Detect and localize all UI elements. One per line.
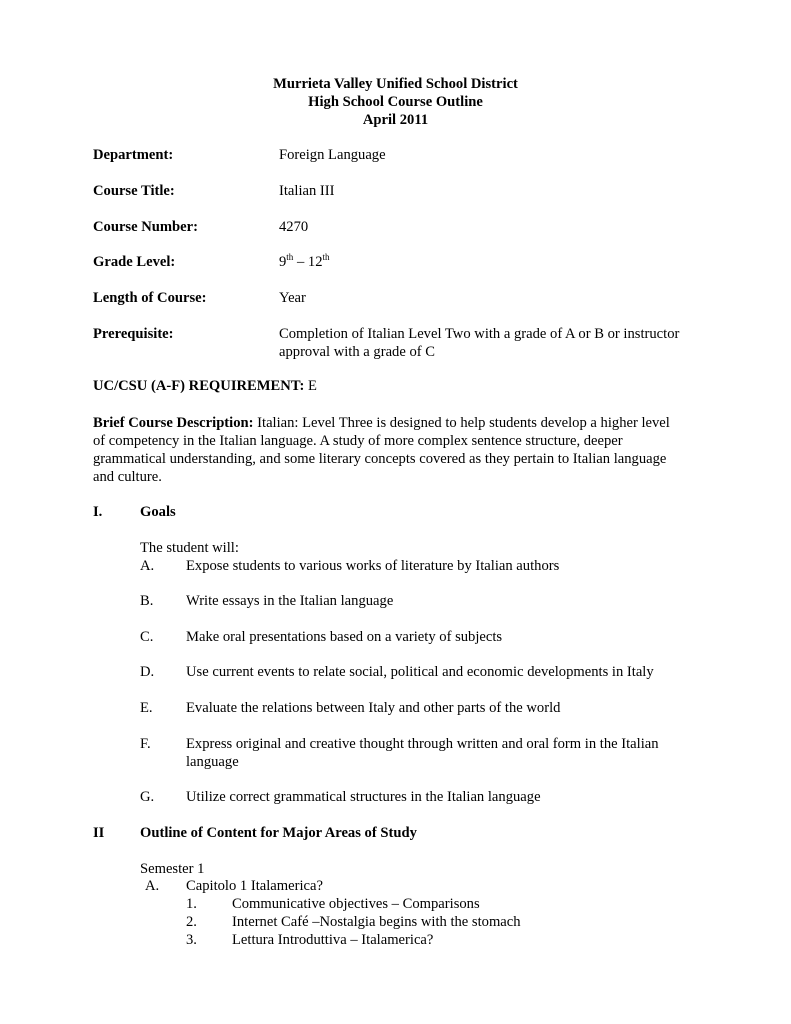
- description-text-1: Italian: Level Three is designed to help students develop a higher level: [253, 415, 670, 431]
- goal-text: Make oral presentations based on a variety of subjects: [186, 629, 503, 645]
- prerequisite-line-2: approval with a grade of C: [279, 344, 436, 360]
- goals-intro: The student will:: [140, 540, 239, 556]
- goal-letter: A.: [140, 558, 155, 574]
- description-line-4: and culture.: [93, 469, 162, 485]
- outline-title: High School Course Outline: [308, 94, 483, 110]
- goal-text: Write essays in the Italian language: [186, 593, 394, 609]
- grade-level-value: [279, 253, 330, 271]
- prerequisite-label: Prerequisite:: [93, 326, 174, 342]
- description-line-3: grammatical understanding, and some literary concepts covered as they pertain to Italian language: [93, 451, 667, 467]
- chapter-letter: A.: [145, 878, 160, 894]
- district-title: Murrieta Valley Unified School District: [273, 76, 518, 92]
- grade-from: 9: [279, 254, 287, 270]
- outline-section-title: Outline of Content for Major Areas of Study: [140, 825, 417, 841]
- goal-text: Express original and creative thought through written and oral form in the Italian: [186, 736, 659, 752]
- goal-letter: G.: [140, 789, 155, 805]
- description-line-2: of competency in the Italian language. A study of more complex sentence structure, deeper: [93, 433, 623, 449]
- goal-letter: F.: [140, 736, 151, 752]
- course-title-label: Course Title:: [93, 183, 175, 199]
- subitem-number: 3.: [186, 932, 197, 948]
- goal-letter: D.: [140, 664, 155, 680]
- goal-text: Expose students to various works of literature by Italian authors: [186, 558, 560, 574]
- description-label: Brief Course Description:: [93, 415, 254, 431]
- requirement-line: [93, 377, 317, 395]
- subitem-text: Internet Café –Nostalgia begins with the stomach: [232, 914, 521, 930]
- goal-letter: E.: [140, 700, 153, 716]
- course-title-value: Italian III: [279, 183, 335, 199]
- goals-title: Goals: [140, 504, 176, 520]
- length-label: Length of Course:: [93, 290, 207, 306]
- goal-letter: C.: [140, 629, 154, 645]
- goal-letter: B.: [140, 593, 154, 609]
- goal-text: Use current events to relate social, political and economic developments in Italy: [186, 664, 654, 680]
- subitem-text: Communicative objectives – Comparisons: [232, 896, 480, 912]
- prerequisite-line-1: Completion of Italian Level Two with a grade of A or B or instructor: [279, 326, 680, 342]
- grade-separator: –: [293, 254, 308, 270]
- subitem-number: 1.: [186, 896, 197, 912]
- course-number-value: 4270: [279, 219, 309, 235]
- outline-date: April 2011: [362, 112, 429, 128]
- goal-text-continued: language: [186, 754, 239, 770]
- requirement-label: UC/CSU (A-F) REQUIREMENT:: [93, 378, 305, 394]
- department-label: Department:: [93, 147, 174, 163]
- grade-from-suffix: th: [286, 252, 294, 263]
- length-value: Year: [279, 290, 306, 306]
- subitem-number: 2.: [186, 914, 197, 930]
- grade-to-suffix: th: [322, 252, 330, 263]
- goals-numeral: I.: [93, 504, 103, 520]
- description-line-1: [93, 414, 670, 432]
- subitem-text: Lettura Introduttiva – Italamerica?: [232, 932, 434, 948]
- department-value: Foreign Language: [279, 147, 386, 163]
- semester-label: Semester 1: [140, 861, 205, 877]
- goal-text: Evaluate the relations between Italy and other parts of the world: [186, 700, 561, 716]
- grade-level-label: Grade Level:: [93, 254, 176, 270]
- grade-to: 12: [307, 254, 323, 270]
- course-number-label: Course Number:: [93, 219, 198, 235]
- chapter-title: Capitolo 1 Italamerica?: [186, 878, 323, 894]
- outline-numeral: II: [93, 825, 105, 841]
- goal-text: Utilize correct grammatical structures in the Italian language: [186, 789, 541, 805]
- requirement-value: E: [308, 378, 317, 394]
